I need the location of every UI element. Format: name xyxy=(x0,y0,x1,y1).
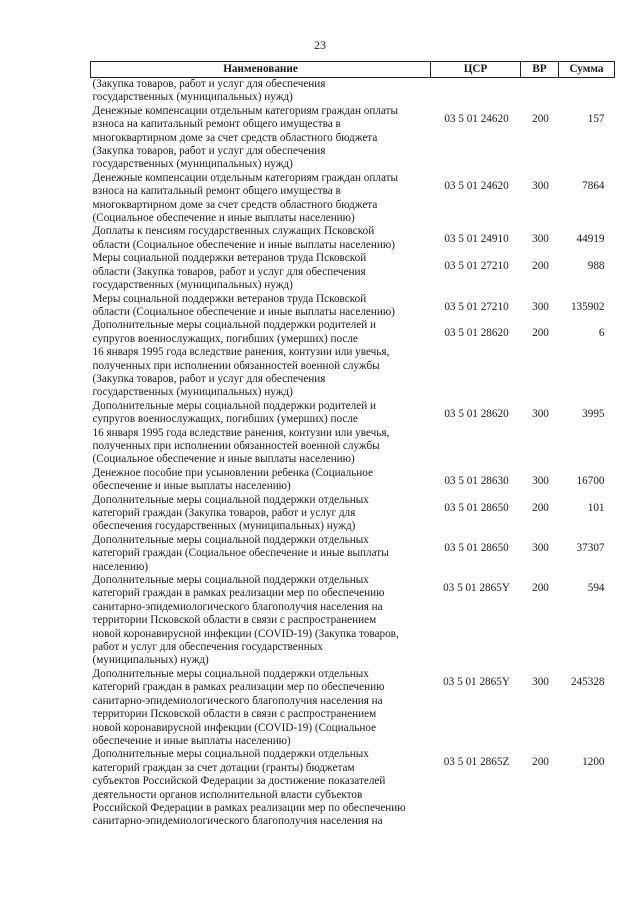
header-sum: Сумма xyxy=(559,62,615,78)
row-name: (Закупка товаров, работ и услуг для обеспечения государственных (муниципальных) нужд) xyxy=(92,78,326,104)
table-row xyxy=(91,668,615,748)
row-vr: 300 xyxy=(532,407,549,420)
row-sum: 44919 xyxy=(576,233,605,246)
row-vr: 300 xyxy=(532,474,549,487)
table-row xyxy=(91,172,615,226)
table-row xyxy=(91,225,615,252)
header-name: Наименование xyxy=(91,62,431,78)
row-name: Денежные компенсации отдельным категориям граждан оплаты взноса на капитальный ремонт общего имущества в многоквартирном доме за счет средств областного бюджета (Закупка товаров, работ и услуг для обеспечения государственных (муниципальных) нужд) xyxy=(92,104,399,171)
table-row xyxy=(91,293,615,320)
table-row xyxy=(91,748,615,828)
row-sum: 157 xyxy=(587,112,605,125)
table-row xyxy=(91,467,615,494)
table-header-row xyxy=(91,62,615,78)
row-sum: 135902 xyxy=(570,300,605,313)
row-csr: 03 5 01 27210 xyxy=(444,260,509,273)
row-csr: 03 5 01 28650 xyxy=(444,501,509,514)
row-vr: 300 xyxy=(532,233,549,246)
row-sum: 3995 xyxy=(582,407,605,420)
row-name: Меры социальной поддержки ветеранов труда Псковской области (Закупка товаров, работ и услуг для обеспечения государственных (муниципальных) нужд) xyxy=(92,252,367,292)
row-csr: 03 5 01 28630 xyxy=(444,474,509,487)
row-vr: 300 xyxy=(532,675,549,688)
header-vr: ВР xyxy=(521,62,559,78)
row-name: Дополнительные меры социальной поддержки отдельных категорий граждан в рамках реализации мер по обеспечению санитарно-эпидемиологического благополучия населения на территории Псковской области в связи с распространением новой коронавирусной инфекции (COVID-19) (Социальное обеспечение и иные выплаты населению) xyxy=(92,667,385,747)
table-row xyxy=(91,400,615,467)
row-vr: 200 xyxy=(532,582,549,595)
row-csr: 03 5 01 2865Y xyxy=(443,582,510,595)
row-sum: 988 xyxy=(587,260,605,273)
row-name: Дополнительные меры социальной поддержки отдельных категорий граждан (Закупка товаров, работ и услуг для обеспечения государственных (муниципальных) нужд) xyxy=(92,493,369,533)
row-csr: 03 5 01 24910 xyxy=(444,233,509,246)
row-name: Денежные компенсации отдельным категориям граждан оплаты взноса на капитальный ремонт общего имущества в многоквартирном доме за счет средств областного бюджета (Социальное обеспечение и иные выплаты населению) xyxy=(92,171,399,225)
row-vr: 200 xyxy=(532,756,549,769)
row-vr: 200 xyxy=(532,501,549,514)
page-number: 23 xyxy=(314,38,326,52)
row-sum: 1200 xyxy=(582,756,605,769)
row-vr: 300 xyxy=(532,541,549,554)
row-sum: 245328 xyxy=(570,675,605,688)
row-vr: 300 xyxy=(532,179,549,192)
row-name: Дополнительные меры социальной поддержки родителей и супругов военнослужащих, погибших (умерших) после 16 января 1995 года вследствие ранения, контузии или увечья, полученных при исполнении обязанностей военной службы (Закупка товаров, работ и услуг для обеспечения государственных (муниципальных) нужд) xyxy=(92,319,390,399)
row-name: Меры социальной поддержки ветеранов труда Псковской области (Социальное обеспечение и иные выплаты населению) xyxy=(92,292,395,318)
row-csr: 03 5 01 28620 xyxy=(444,327,509,340)
table-row xyxy=(91,105,615,172)
row-name: Дополнительные меры социальной поддержки отдельных категорий граждан в рамках реализации мер по обеспечению санитарно-эпидемиологического благополучия населения на территории Псковской области в связи с распространением новой коронавирусной инфекции (COVID-19) (Закупка товаров, работ и услуг для обеспечения государственных (муниципальных) нужд) xyxy=(92,574,399,667)
table-row xyxy=(91,494,615,534)
table-row xyxy=(91,252,615,292)
row-name: Дополнительные меры социальной поддержки отдельных категорий граждан (Социальное обеспечение и иные выплаты населению) xyxy=(92,533,389,573)
table-row xyxy=(91,319,615,399)
row-csr: 03 5 01 2865Z xyxy=(443,756,510,769)
row-sum: 16700 xyxy=(576,474,605,487)
budget-table xyxy=(90,61,615,829)
row-vr: 200 xyxy=(532,327,549,340)
table-row-continuation xyxy=(91,78,615,105)
row-vr: 200 xyxy=(532,112,549,125)
table-body xyxy=(91,78,615,829)
row-name: Доплаты к пенсиям государственных служащих Псковской области (Социальное обеспечение и иные выплаты населению) xyxy=(92,225,395,251)
row-vr: 200 xyxy=(532,260,549,273)
row-sum: 101 xyxy=(587,501,605,514)
row-csr: 03 5 01 24620 xyxy=(444,112,509,125)
table-row xyxy=(91,574,615,668)
row-name: Денежное пособие при усыновлении ребенка (Социальное обеспечение и иные выплаты населению) xyxy=(92,466,373,493)
row-sum: 37307 xyxy=(576,541,605,554)
row-csr: 03 5 01 24620 xyxy=(444,179,509,192)
row-name: Дополнительные меры социальной поддержки отдельных категорий граждан за счет дотации (гранты) бюджетам субъектов Российской Федерации за достижение показателей деятельности органов исполнительной власти субъектов Российской Федерации в рамках реализации мер по обеспечению санитарно-эпидемиологического благополучия населения на xyxy=(92,748,406,828)
row-sum: 7864 xyxy=(582,179,605,192)
row-vr: 300 xyxy=(532,300,549,313)
row-sum: 594 xyxy=(587,582,605,595)
row-csr: 03 5 01 2865Y xyxy=(443,675,510,688)
table-row xyxy=(91,534,615,574)
row-csr: 03 5 01 27210 xyxy=(444,300,509,313)
row-name: Дополнительные меры социальной поддержки родителей и супругов военнослужащих, погибших (умерших) после 16 января 1995 года вследствие ранения, контузии или увечья, полученных при исполнении обязанностей военной службы (Социальное обеспечение и иные выплаты населению) xyxy=(92,399,390,466)
header-csr: ЦСР xyxy=(431,62,521,78)
row-csr: 03 5 01 28650 xyxy=(444,541,509,554)
row-sum: 6 xyxy=(598,327,605,340)
row-csr: 03 5 01 28620 xyxy=(444,407,509,420)
